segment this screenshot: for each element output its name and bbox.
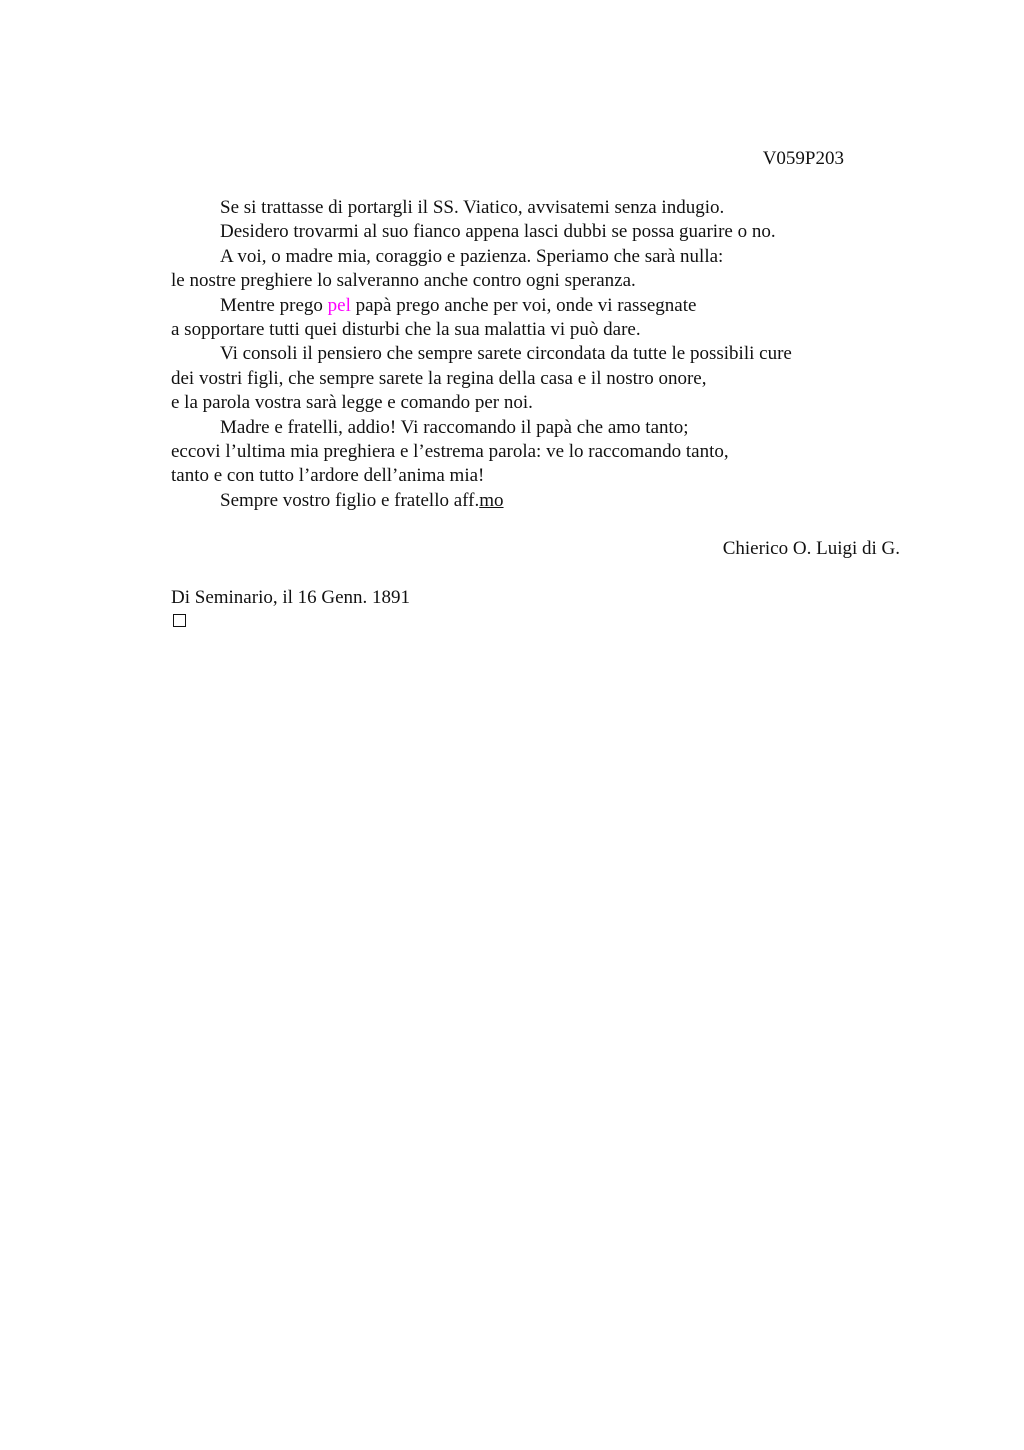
line-text: papà prego anche per voi, onde vi rassegnate: [350, 294, 697, 316]
line-text: Sempre vostro figlio e fratello aff.: [220, 489, 480, 511]
letter-line: Madre e fratelli, addio! Vi raccomando il papà che amo tanto;: [220, 416, 689, 438]
letter-body: [171, 196, 931, 513]
highlighted-word: pel: [327, 294, 351, 316]
letter-line: Desidero trovarmi al suo fianco appena lasci dubbi se possa guarire o no.: [220, 221, 776, 243]
page-id: V059P203: [762, 148, 844, 169]
letter-line: [171, 489, 931, 513]
letter-line: A voi, o madre mia, coraggio e pazienza. Speriamo che sarà nulla:: [220, 245, 724, 267]
letter-line: [171, 294, 931, 318]
letter-line: Se si trattasse di portargli il SS. Viatico, avvisatemi senza indugio.: [220, 197, 725, 218]
letter-line: e la parola vostra sarà legge e comando per noi.: [171, 392, 533, 414]
place-date: Di Seminario, il 16 Genn. 1891: [171, 587, 411, 608]
signature: Chierico O. Luigi di G.: [722, 538, 900, 559]
underlined-abbreviation: mo: [479, 489, 504, 511]
letter-line: dei vostri figli, che sempre sarete la regina della casa e il nostro onore,: [171, 367, 707, 389]
letter-line: le nostre preghiere lo salveranno anche contro ogni speranza.: [171, 270, 636, 292]
letter-line: a sopportare tutti quei disturbi che la sua malattia vi può dare.: [171, 318, 641, 340]
letter-line: tanto e con tutto l’ardore dell’anima mia!: [171, 465, 485, 487]
letter-line: eccovi l’ultima mia preghiera e l’estrema parola: ve lo raccomando tanto,: [171, 440, 729, 462]
letter-line: Vi consoli il pensiero che sempre sarete circondata da tutte le possibili cure: [220, 343, 792, 365]
line-text: Mentre prego: [220, 294, 328, 316]
empty-square-icon: [173, 614, 186, 627]
